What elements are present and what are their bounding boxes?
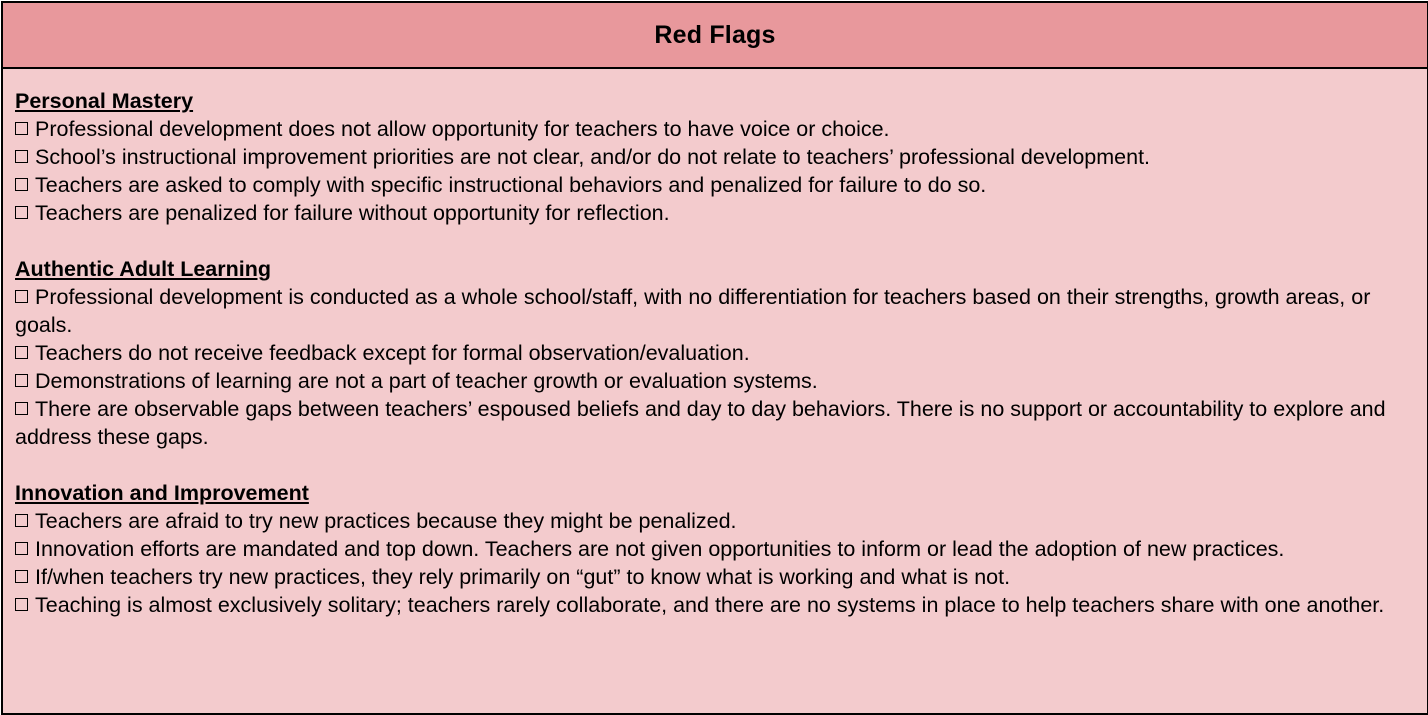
list-item <box>15 283 1413 339</box>
list-item <box>15 171 1413 199</box>
list-item-text: Teachers do not receive feedback except for formal observation/evaluation. <box>35 341 750 365</box>
list-item-text: Professional development is conducted as a whole school/staff, with no differentiation for teachers based on their strengths, growth areas, or goals. <box>15 285 1371 337</box>
checkbox-icon <box>15 374 28 387</box>
checkbox-icon <box>15 122 28 135</box>
list-item-text: Demonstrations of learning are not a part of teacher growth or evaluation systems. <box>35 369 818 393</box>
section-personal-mastery <box>15 87 1413 227</box>
checkbox-icon <box>15 346 28 359</box>
checkbox-icon <box>15 290 28 303</box>
section-innovation-and-improvement <box>15 479 1413 619</box>
table-body <box>3 69 1427 619</box>
list-item <box>15 395 1413 451</box>
list-item <box>15 507 1413 535</box>
list-item-text: If/when teachers try new practices, they rely primarily on “gut” to know what is working and what is not. <box>35 565 1011 589</box>
table-title: Red Flags <box>654 20 776 49</box>
checkbox-icon <box>15 570 28 583</box>
table-header <box>3 3 1427 69</box>
list-item <box>15 535 1413 563</box>
list-item-text: Professional development does not allow opportunity for teachers to have voice or choice. <box>35 117 890 141</box>
list-item-text: Teachers are afraid to try new practices because they might be penalized. <box>35 509 737 533</box>
checkbox-icon <box>15 150 28 163</box>
red-flags-table <box>1 1 1428 715</box>
list-item <box>15 199 1413 227</box>
section-authentic-adult-learning <box>15 255 1413 451</box>
checkbox-icon <box>15 542 28 555</box>
checkbox-icon <box>15 206 28 219</box>
checkbox-icon <box>15 178 28 191</box>
section-heading: Personal Mastery <box>15 89 194 113</box>
list-item <box>15 591 1413 619</box>
section-heading: Authentic Adult Learning <box>15 257 271 281</box>
checkbox-icon <box>15 598 28 611</box>
list-item <box>15 143 1413 171</box>
list-item <box>15 339 1413 367</box>
list-item <box>15 563 1413 591</box>
list-item-text: There are observable gaps between teachers’ espoused beliefs and day to day behaviors. There is no support or accountability to explore and address these gaps. <box>15 397 1386 449</box>
list-item-text: Innovation efforts are mandated and top down. Teachers are not given opportunities to inform or lead the adoption of new practices. <box>35 537 1285 561</box>
section-heading: Innovation and Improvement <box>15 481 309 505</box>
list-item-text: Teaching is almost exclusively solitary; teachers rarely collaborate, and there are no systems in place to help teachers share with one another. <box>35 593 1385 617</box>
list-item-text: Teachers are asked to comply with specific instructional behaviors and penalized for failure to do so. <box>35 173 987 197</box>
checkbox-icon <box>15 514 28 527</box>
list-item <box>15 367 1413 395</box>
list-item <box>15 115 1413 143</box>
checkbox-icon <box>15 402 28 415</box>
list-item-text: Teachers are penalized for failure without opportunity for reflection. <box>35 201 670 225</box>
list-item-text: School’s instructional improvement priorities are not clear, and/or do not relate to teachers’ professional development. <box>35 145 1151 169</box>
